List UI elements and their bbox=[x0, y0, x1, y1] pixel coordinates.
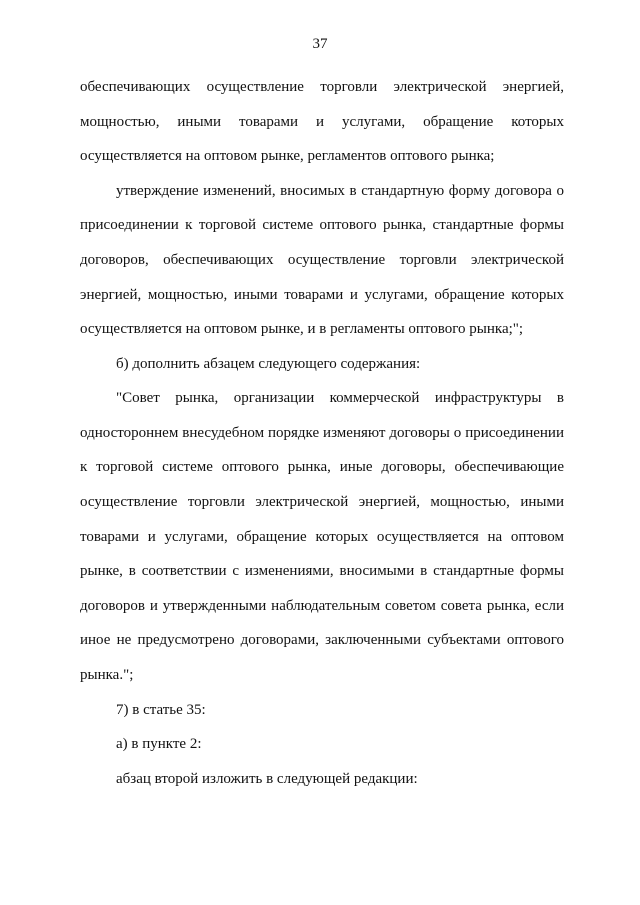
text-line: рынка."; bbox=[80, 667, 134, 683]
text-line: энергией, мощностью, иными товарами и услугами, обращение которых bbox=[80, 287, 564, 303]
text-line: "Совет рынка, организации коммерческой инфраструктуры в bbox=[116, 390, 564, 406]
text-line: осуществляется на оптовом рынке, и в регламенты оптового рынка;"; bbox=[80, 321, 524, 337]
text-line: товарами и услугами, обращение которых осуществляется на оптовом bbox=[80, 529, 564, 545]
text-line: осуществление торговли электрической энергией, мощностью, иными bbox=[80, 494, 564, 510]
text-line: абзац второй изложить в следующей редакции: bbox=[116, 771, 418, 787]
page-number: 37 bbox=[312, 36, 328, 52]
text-line: б) дополнить абзацем следующего содержания: bbox=[116, 356, 421, 372]
text-line: обеспечивающих осуществление торговли электрической энергией, bbox=[80, 79, 564, 95]
text-line: договоров и утвержденными наблюдательным советом совета рынка, если bbox=[80, 598, 564, 614]
text-line: присоединении к торговой системе оптового рынка, стандартные формы bbox=[80, 217, 564, 233]
text-line: иное не предусмотрено договорами, заключенными субъектами оптового bbox=[80, 632, 564, 648]
text-line: одностороннем внесудебном порядке изменяют договоры о присоединении bbox=[80, 425, 564, 441]
text-line: договоров, обеспечивающих осуществление торговли электрической bbox=[80, 252, 564, 268]
text-line: мощностью, иными товарами и услугами, обращение которых bbox=[80, 114, 564, 130]
text-line: утверждение изменений, вносимых в стандартную форму договора о bbox=[116, 183, 564, 199]
text-line: 7) в статье 35: bbox=[116, 702, 206, 718]
text-line: а) в пункте 2: bbox=[116, 736, 202, 752]
text-line: рынке, в соответствии с изменениями, вносимыми в стандартные формы bbox=[80, 563, 564, 579]
text-line: осуществляется на оптовом рынке, регламентов оптового рынка; bbox=[80, 148, 495, 164]
text-line: к торговой системе оптового рынка, иные договоры, обеспечивающие bbox=[80, 459, 564, 475]
